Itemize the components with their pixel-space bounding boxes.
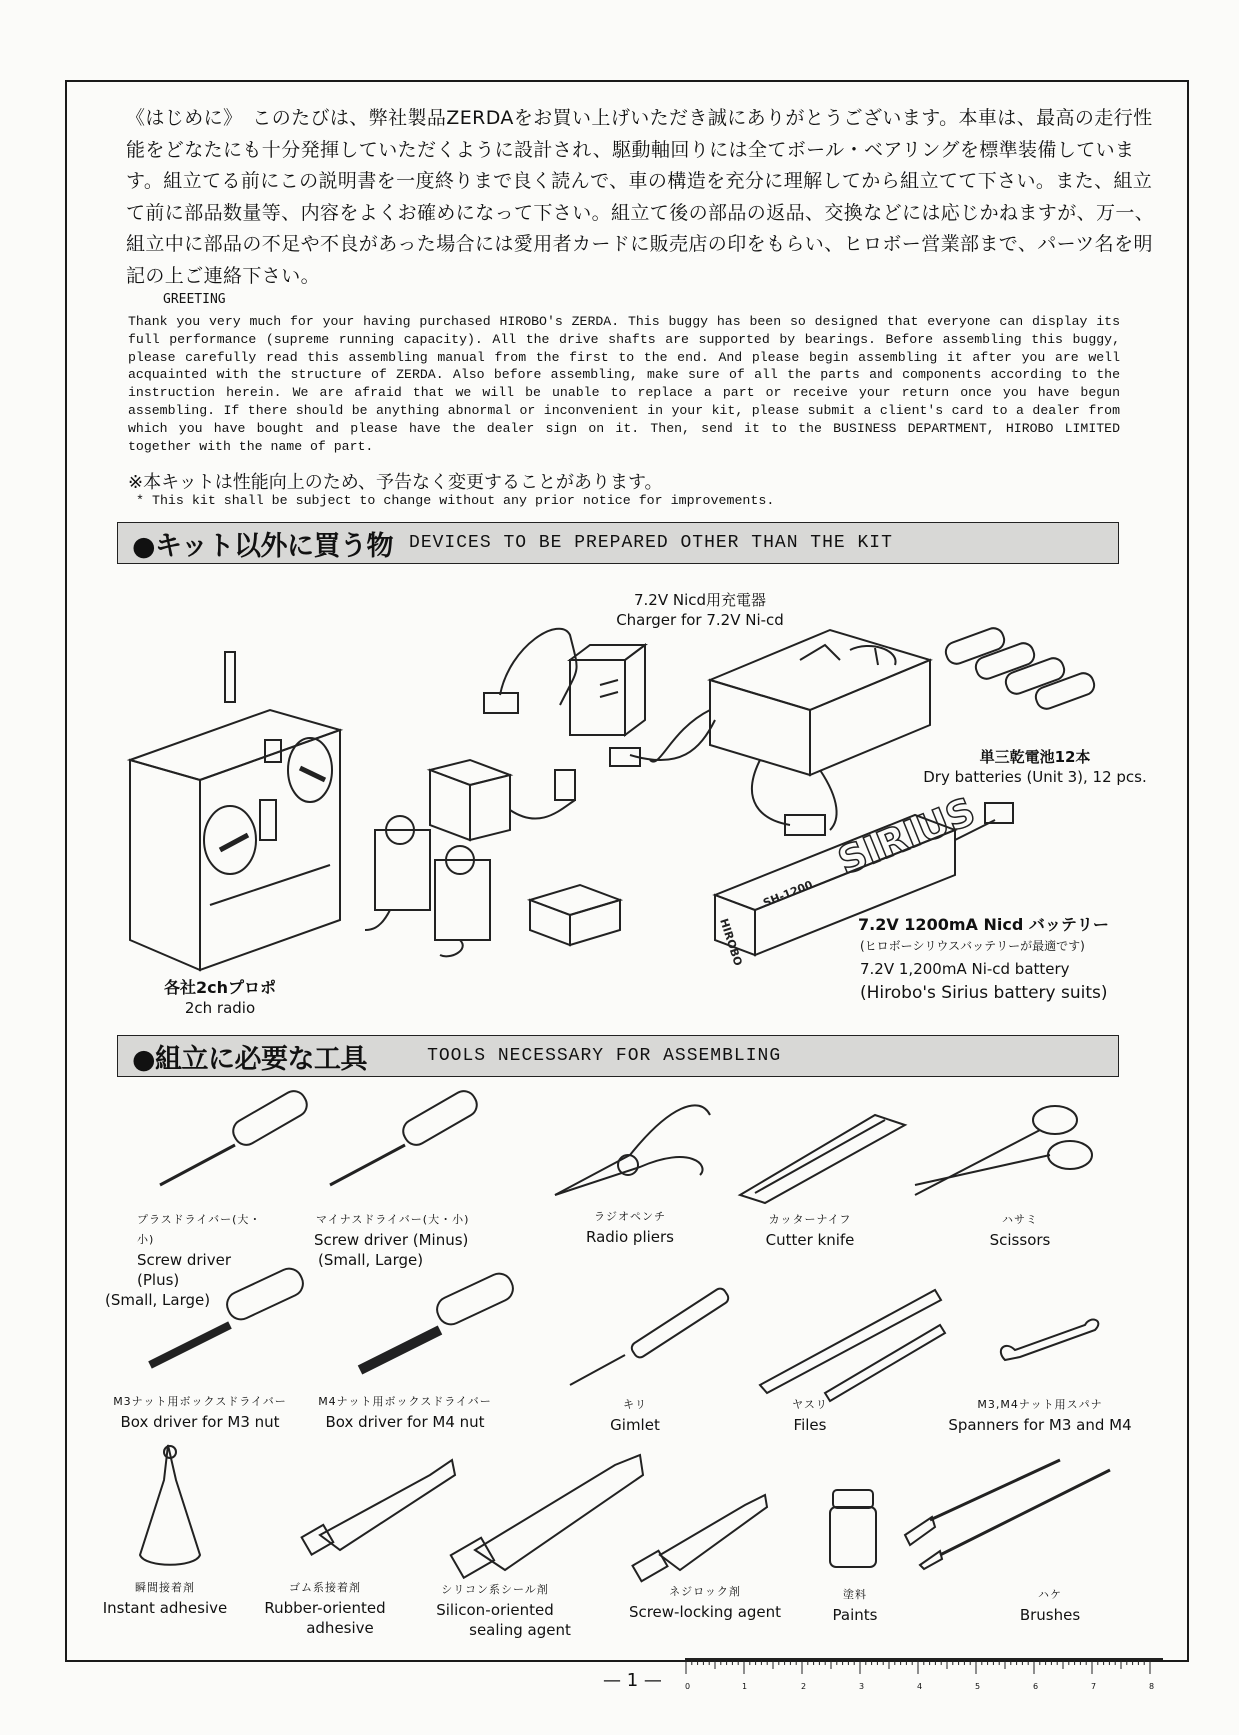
- tool-paints: [815, 1585, 895, 1625]
- tool-en2: adhesive: [306, 1619, 374, 1637]
- ruler-mark: 1: [742, 1682, 748, 1691]
- cutter-knife-icon: [735, 1105, 905, 1205]
- charger-label-en: Charger for 7.2V Ni-cd: [616, 611, 784, 629]
- tool-jp: 瞬間接着剤: [135, 1581, 195, 1594]
- tool-scissors: [960, 1210, 1080, 1250]
- rubber-adhesive-icon: [300, 1450, 460, 1560]
- tool-en2: (Small, Large): [105, 1291, 211, 1309]
- servos-receiver-illustration: [360, 750, 640, 970]
- tool-screw-lock: [620, 1582, 790, 1622]
- ruler-mark: 5: [975, 1682, 981, 1691]
- tool-en: Cutter knife: [765, 1231, 855, 1249]
- section-tools-banner: [117, 1035, 1119, 1077]
- nicd-label-en: 7.2V 1,200mA Ni-cd battery: [860, 960, 1070, 978]
- tool-jp: カッターナイフ: [768, 1213, 852, 1226]
- section-devices-banner: [117, 522, 1119, 564]
- greeting-heading: GREETING: [163, 292, 226, 307]
- battery-brand-text: SIRIUS: [831, 788, 982, 884]
- tool-jp: ネジロック剤: [669, 1585, 741, 1598]
- box-driver-m4-icon: [345, 1275, 525, 1385]
- batteries-label-en: Dry batteries (Unit 3), 12 pcs.: [923, 768, 1147, 786]
- tool-en: Radio pliers: [586, 1228, 674, 1246]
- nicd-label-jp: 7.2V 1200mA Nicd バッテリー: [858, 915, 1109, 934]
- tool-en: Box driver for M3 nut: [120, 1413, 280, 1431]
- tool-jp: ハサミ: [1002, 1213, 1038, 1226]
- tool-jp: プラスドライバー(大・小): [137, 1213, 262, 1246]
- gimlet-icon: [565, 1285, 735, 1395]
- tool-en2: (Small, Large): [318, 1251, 424, 1269]
- tool-jp: シリコン系シール剤: [441, 1583, 549, 1596]
- tool-jp: ラジオペンチ: [594, 1210, 666, 1223]
- tool-pliers: [560, 1207, 700, 1247]
- paints-icon: [825, 1485, 885, 1575]
- battery-model-text: SH-1200: [761, 878, 815, 910]
- tool-jp: M4ナット用ボックスドライバー: [318, 1395, 492, 1408]
- tool-box-m3: [100, 1392, 300, 1432]
- scissors-icon: [905, 1095, 1095, 1205]
- tool-minus-driver: [300, 1210, 470, 1270]
- radio-label-jp: 各社2chプロポ: [163, 978, 276, 997]
- tool-silicon-sealant: [415, 1580, 575, 1640]
- ruler-mark: 4: [917, 1682, 923, 1691]
- ruler-mark: 3: [859, 1682, 865, 1691]
- tool-en: Paints: [832, 1606, 878, 1624]
- section-tools-title-jp: ●組立に必要な工具: [132, 1043, 368, 1075]
- box-driver-m3-icon: [135, 1270, 315, 1380]
- tool-en: Screw driver (Plus): [137, 1251, 231, 1289]
- page-number: — 1 —: [603, 1670, 662, 1691]
- tool-en: Silicon-oriented: [436, 1601, 554, 1619]
- tool-rubber-adhesive: [255, 1578, 395, 1638]
- nicd-label-en-sub: (Hirobo's Sirius battery suits): [860, 983, 1108, 1003]
- silicon-sealant-icon: [445, 1450, 645, 1580]
- radio-label: [120, 978, 320, 1018]
- tool-jp: ヤスリ: [792, 1398, 828, 1411]
- battery-maker-text: HIROBO: [717, 916, 745, 968]
- tool-jp: ゴム系接着剤: [289, 1581, 361, 1594]
- tool-en: Instant adhesive: [102, 1599, 228, 1617]
- spanners-icon: [995, 1315, 1105, 1375]
- tool-instant-adhesive: [95, 1578, 235, 1618]
- tool-en2: sealing agent: [469, 1621, 571, 1639]
- notice-english: * This kit shall be subject to change without any prior notice for improvements.: [136, 493, 775, 508]
- charger-label-jp: 7.2V Nicd用充電器: [633, 591, 767, 609]
- tool-en: Spanners for M3 and M4: [948, 1416, 1132, 1434]
- tool-jp: M3ナット用ボックスドライバー: [113, 1395, 287, 1408]
- section-devices-title-en: DEVICES TO BE PREPARED OTHER THAN THE KIT: [409, 533, 893, 553]
- tool-jp: M3,M4ナット用スパナ: [977, 1398, 1103, 1411]
- brushes-icon: [900, 1455, 1120, 1565]
- instant-adhesive-icon: [130, 1440, 210, 1570]
- tool-en: Rubber-oriented: [264, 1599, 386, 1617]
- tool-jp: 塗料: [843, 1588, 867, 1601]
- notice-japanese: ※本キットは性能向上のため、予告なく変更することがあります。: [128, 472, 663, 493]
- ruler: [685, 1658, 1163, 1698]
- tool-brushes: [1000, 1585, 1100, 1625]
- plus-screwdriver-icon: [150, 1090, 320, 1200]
- tool-en: Screw-locking agent: [628, 1603, 782, 1621]
- ruler-mark: 6: [1033, 1682, 1039, 1691]
- charger-adapter-illustration: [470, 615, 650, 745]
- nicd-label-jp-sub: (ヒロボーシリウスバッテリーが最適です): [860, 939, 1085, 953]
- section-tools-title-en: TOOLS NECESSARY FOR ASSEMBLING: [427, 1046, 782, 1066]
- ruler-mark: 7: [1091, 1682, 1097, 1691]
- intro-japanese: 《はじめに》 このたびは、弊社製品ZERDAをお買い上げいただき誠にありがとうございます。本車は、最高の走行性能をどなたにも十分発揮していただくように設計され、駆動軸回りには全てボール・ベアリングを標準装備しています。組立てる前にこの説明書を一度終りまで良く読んで、車の構造を充分に理解してから組立てて下さい。また、組立て前に部品数量等、内容をよくお確めになって下さい。組立て後の部品の返品、交換などには応じかねますが、万一、組立中に部品の不足や不良があった場合には愛用者カードに販売店の印をもらい、ヒロボー営業部まで、パーツ名を明記の上ご連絡下さい。: [126, 107, 1155, 287]
- greeting-body: Thank you very much for your having purchased HIROBO's ZERDA. This buggy has been so designed that everyone can display its full performance (supreme running capacity). All the drive shafts are supported by bearings. Before assembling this buggy, please carefully read this assembling manual from the first to the end. And please begin assembling it after you are well acquainted with the structure of ZERDA. Also before assembling, make sure of all the parts and components according to the instruction herein. We are afraid that we will be unable to replace a part or receive your return once you have begun assembling. If there should be anything abnormal or inconvenient in your kit, please submit a client's card to a dealer from which you have bought and please have the dealer sign on it. Then, send it to the BUSINESS DEPARTMENT, HIROBO LIMITED together with the name of part.: [128, 314, 1120, 454]
- ruler-ticks: [685, 1658, 1163, 1682]
- tool-files: [760, 1395, 860, 1435]
- ruler-mark: 8: [1149, 1682, 1155, 1691]
- tool-en: Files: [793, 1416, 827, 1434]
- transmitter-illustration: [120, 640, 340, 970]
- tool-jp: ハケ: [1038, 1588, 1062, 1601]
- tool-cutter: [740, 1210, 880, 1250]
- section-devices-title-jp: ●キット以外に買う物: [132, 530, 394, 562]
- tool-jp: キリ: [623, 1398, 647, 1411]
- batteries-label: [905, 747, 1165, 787]
- ruler-mark: 0: [685, 1682, 691, 1691]
- tool-spanners: [940, 1395, 1140, 1435]
- minus-screwdriver-icon: [320, 1090, 490, 1200]
- tool-box-m4: [305, 1392, 505, 1432]
- batteries-label-jp: 単三乾電池12本: [979, 748, 1091, 766]
- radio-label-en: 2ch radio: [184, 999, 256, 1017]
- nicd-battery-illustration: [695, 788, 1025, 968]
- tool-en: Scissors: [989, 1231, 1051, 1249]
- radio-pliers-icon: [550, 1095, 720, 1205]
- tool-en: Gimlet: [610, 1416, 660, 1434]
- tool-en: Screw driver (Minus): [314, 1231, 469, 1249]
- tool-jp: マイナスドライバー(大・小): [316, 1213, 470, 1226]
- tool-en: Brushes: [1019, 1606, 1081, 1624]
- tool-gimlet: [585, 1395, 685, 1435]
- tool-en: Box driver for M4 nut: [325, 1413, 485, 1431]
- files-icon: [755, 1275, 945, 1395]
- screw-lock-icon: [625, 1475, 775, 1585]
- dry-batteries-illustration: [940, 620, 1120, 710]
- ruler-mark: 2: [801, 1682, 807, 1691]
